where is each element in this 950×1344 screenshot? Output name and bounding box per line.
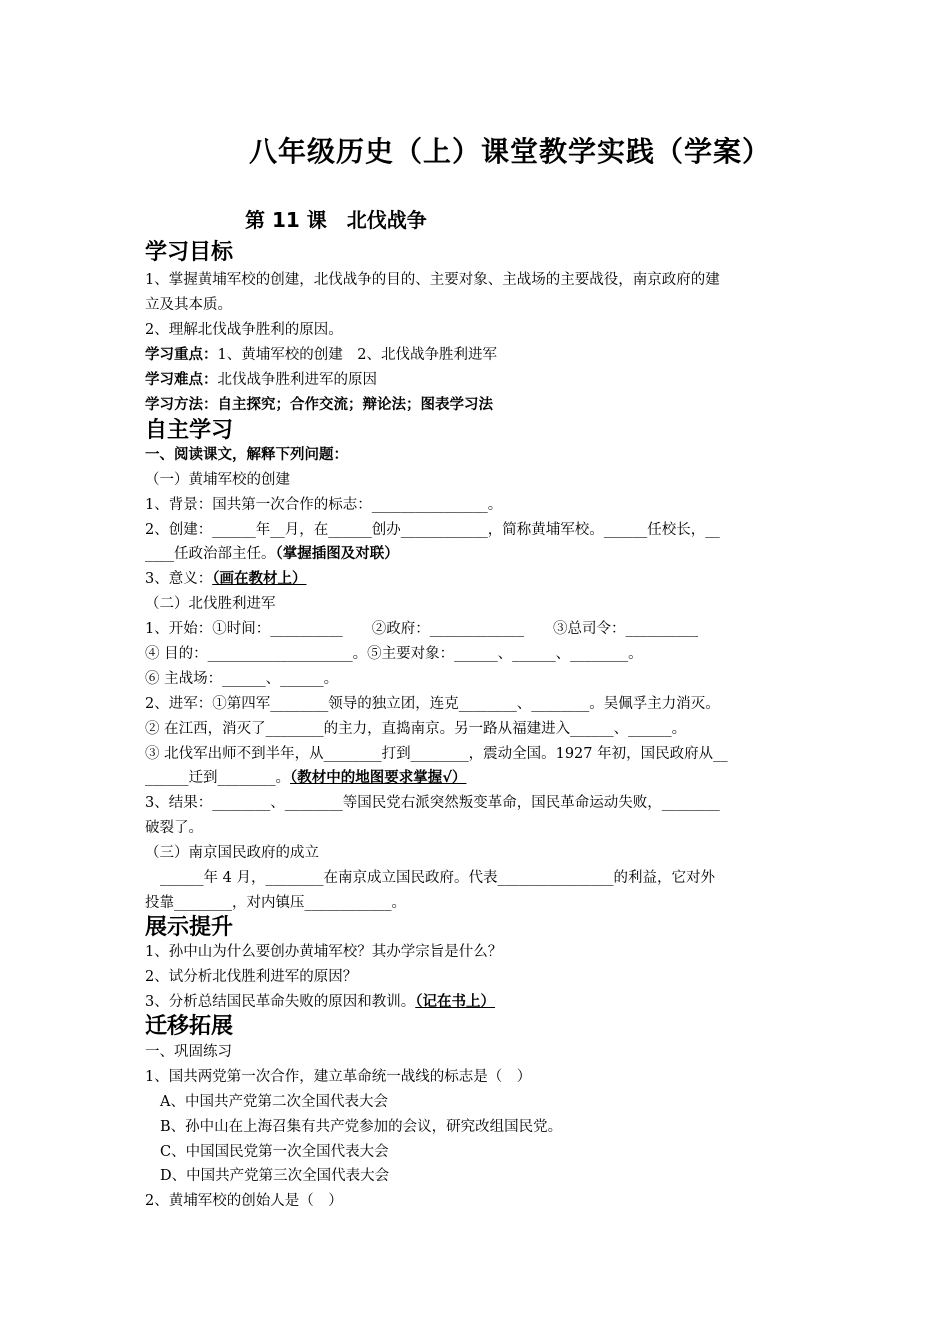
section-heading-show: 展示提升 [145, 915, 234, 940]
text-line [145, 990, 495, 1015]
text-line: 投靠________，对内镇压____________。 [145, 895, 406, 911]
method-line: 学习方法：自主探究；合作交流；辩论法；图表学习法 [145, 397, 493, 413]
lesson-title: 第 11 课 北伐战争 [245, 208, 427, 232]
text-span: 3、分析总结国民革命失败的原因和教训。 [145, 994, 416, 1010]
section-heading-goals: 学习目标 [145, 240, 234, 265]
text-line: 2、试分析北伐胜利进军的原因？ [145, 969, 358, 985]
text-line: 2、进军：①第四军________领导的独立团，连克________、________。吴佩孚主力消灭。 [145, 696, 720, 712]
text-line: ______年 4 月，________在南京成立国民政府。代表________________的利益，它对外 [160, 870, 715, 886]
note-span: （掌握插图及对联） [275, 546, 399, 562]
text-line: 1、背景：国共第一次合作的标志：________________。 [145, 497, 503, 513]
text-span: 3、意义： [145, 571, 213, 587]
note-span: （教材中的地图要求掌握√） [290, 770, 467, 786]
text-line [145, 542, 399, 567]
text-span: ____任政治部主任。 [145, 546, 276, 562]
page-title: 八年级历史（上）课堂教学实践（学案） [248, 135, 771, 168]
key-points-label: 学习重点： [145, 347, 218, 363]
text-line: ③ 北伐军出师不到半年，从________打到________，震动全国。1927 年初，国民政府从__ [145, 746, 728, 762]
key-points-text: 1、黄埔军校的创建 2、北伐战争胜利进军 [217, 347, 497, 363]
text-line: 1、开始：①时间：__________ ②政府：_____________ ③总司令：__________ [145, 621, 698, 637]
text-line: 1、孙中山为什么要创办黄埔军校？其办学宗旨是什么？ [145, 944, 503, 960]
subsection-title: 一、巩固练习 [145, 1044, 232, 1060]
text-line: 2、理解北伐战争胜利的原因。 [145, 322, 343, 338]
text-line: 1、掌握黄埔军校的创建，北伐战争的目的、主要对象、主战场的主要战役，南京政府的建 [145, 272, 720, 288]
option-a: A、中国共产党第二次全国代表大会 [160, 1094, 388, 1110]
question-heading: 一、阅读课文，解释下列问题： [145, 447, 348, 463]
subsection-title: （一）黄埔军校的创建 [145, 472, 290, 488]
text-line: 2、创建：______年__月，在______创办____________，简称黄埔军校。______任校长，__ [145, 522, 720, 538]
text-line: ④ 目的：____________________。⑤主要对象：______、______、________。 [145, 646, 643, 662]
section-heading-self-study: 自主学习 [145, 418, 234, 443]
text-line: ② 在江西，消灭了________的主力，直捣南京。另一路从福建进入______、______。 [145, 721, 687, 737]
subsection-title: （二）北伐胜利进军 [145, 596, 276, 612]
text-line [145, 766, 466, 791]
text-line: 立及其本质。 [145, 297, 232, 313]
subsection-title: （三）南京国民政府的成立 [145, 845, 319, 861]
section-heading-extend: 迁移拓展 [145, 1014, 234, 1039]
key-points-line [145, 343, 497, 368]
question-line: 1、国共两党第一次合作，建立革命统一战线的标志是（ ） [145, 1069, 532, 1085]
text-line: 3、结果：________、________等国民党右派突然叛变革命，国民革命运动失败，________ [145, 795, 720, 811]
note-span: （画在教材上） [212, 571, 307, 587]
text-line: ⑥ 主战场：______、______。 [145, 671, 339, 687]
option-c: C、中国国民党第一次全国代表大会 [160, 1144, 389, 1160]
option-b: B、孙中山在上海召集有共产党参加的会议，研究改组国民党。 [160, 1119, 563, 1135]
note-span: （记在书上） [415, 994, 495, 1010]
question-line: 2、黄埔军校的创始人是（ ） [145, 1193, 343, 1209]
difficulty-line [145, 368, 377, 393]
difficulty-label: 学习难点： [145, 372, 218, 388]
text-line [145, 567, 306, 592]
text-line: 破裂了。 [145, 820, 203, 836]
text-span: ______迁到________。 [145, 770, 290, 786]
option-d: D、中国共产党第三次全国代表大会 [160, 1168, 390, 1184]
difficulty-text: 北伐战争胜利进军的原因 [217, 372, 377, 388]
